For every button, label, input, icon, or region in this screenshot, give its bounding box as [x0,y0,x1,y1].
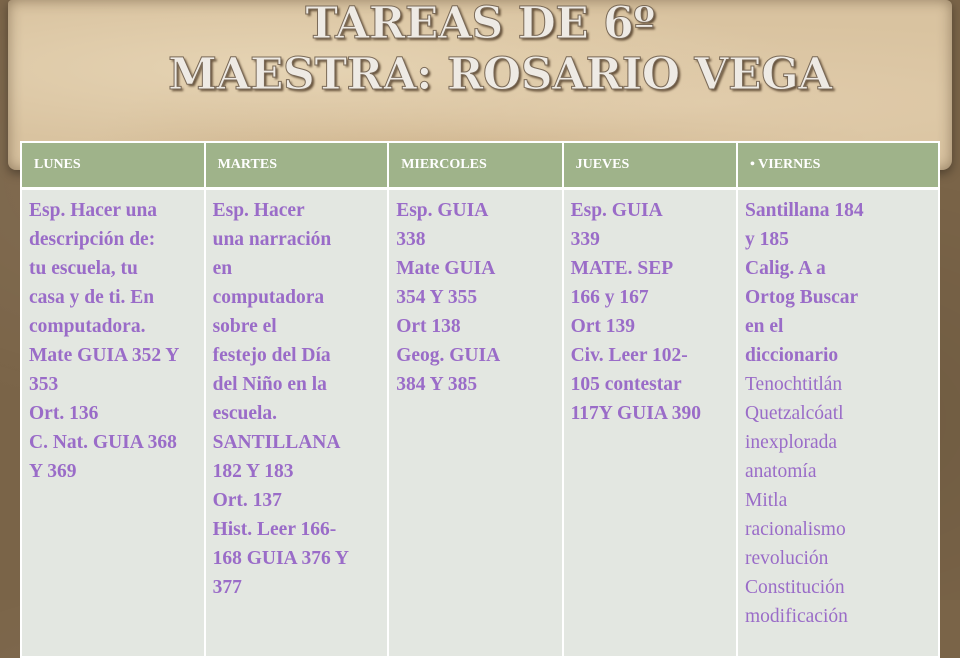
cell-line: en [212,258,233,279]
cell-line: Esp. GUIA [570,200,663,221]
cell-jueves [563,189,737,658]
cell-line: 105 contestar [570,374,682,395]
cell-line: Esp. GUIA [396,200,489,221]
header-viernes-label: VIERNES [758,157,821,172]
cell-line: y 185 [745,229,789,250]
cell-line: 377 [212,577,242,598]
cell-line: Quetzalcóatl [745,403,844,424]
cell-line: sobre el [212,316,277,337]
page-title [0,0,960,102]
cell-miercoles [388,189,562,658]
cell-line: Calig. A a [745,258,826,279]
cell-line: Geog. GUIA [396,345,501,366]
viernes-words-block [745,370,932,631]
header-lunes: LUNES [21,142,205,189]
cell-line: Ort. 137 [212,490,282,511]
cell-line: Ort 139 [570,316,636,337]
cell-line: Tenochtitlán [745,374,843,395]
cell-line: 353 [29,374,59,395]
cell-line: Ort 138 [396,316,461,337]
header-jueves: JUEVES [563,142,737,189]
cell-line: 354 Y 355 [396,287,478,308]
cell-line: del Niño en la [212,374,327,395]
cell-line: SANTILLANA [212,432,341,453]
cell-line: 168 GUIA 376 Y [212,548,349,569]
cell-line: Constitución [745,577,845,598]
cell-line: descripción de: [29,229,156,250]
cell-line: Ort. 136 [29,403,99,424]
cell-line: diccionario [745,345,839,366]
homework-table [20,141,940,658]
cell-martes [205,189,389,658]
cell-line: anatomía [745,461,817,482]
cell-line: racionalismo [745,519,846,540]
cell-line: C. Nat. GUIA 368 [29,432,177,453]
cell-line: casa y de ti. En [29,287,155,308]
cell-line: inexplorada [745,432,838,453]
viernes-bold-block [745,196,932,370]
cell-line: 166 y 167 [570,287,649,308]
cell-line: modificación [745,606,848,627]
table-row [21,189,939,658]
cell-line: escuela. [212,403,278,424]
title-line-1: TAREAS DE 6º [305,0,655,49]
cell-line: 338 [396,229,426,250]
cell-line: Santillana 184 [745,200,864,221]
cell-lunes [21,189,205,658]
cell-line: revolución [745,548,829,569]
cell-line: MATE. SEP [570,258,674,279]
cell-line: Esp. Hacer [212,200,305,221]
header-miercoles: MIERCOLES [388,142,562,189]
cell-line: tu escuela, tu [29,258,138,279]
cell-line: Y 369 [29,461,77,482]
cell-line: computadora [212,287,325,308]
cell-line: Civ. Leer 102- [570,345,688,366]
title-line-2: MAESTRA: ROSARIO VEGA [168,49,832,100]
cell-line: Mate GUIA 352 Y [29,345,180,366]
cell-viernes [737,189,939,658]
cell-line: Ortog Buscar [745,287,859,308]
cell-line: festejo del Día [212,345,331,366]
cell-line: Mate GUIA [396,258,496,279]
table-header-row [21,142,939,189]
cell-line: en el [745,316,784,337]
cell-line: 384 Y 385 [396,374,478,395]
cell-line: Hist. Leer 166- [212,519,337,540]
header-viernes: • VIERNES [737,142,939,189]
cell-line: 182 Y 183 [212,461,294,482]
cell-line: una narración [212,229,332,250]
cell-line: Esp. Hacer una [29,200,158,221]
cell-line: Mitla [745,490,788,511]
cell-line: 339 [570,229,600,250]
cell-line: computadora. [29,316,146,337]
header-martes: MARTES [205,142,389,189]
cell-line: 117Y GUIA 390 [570,403,701,424]
